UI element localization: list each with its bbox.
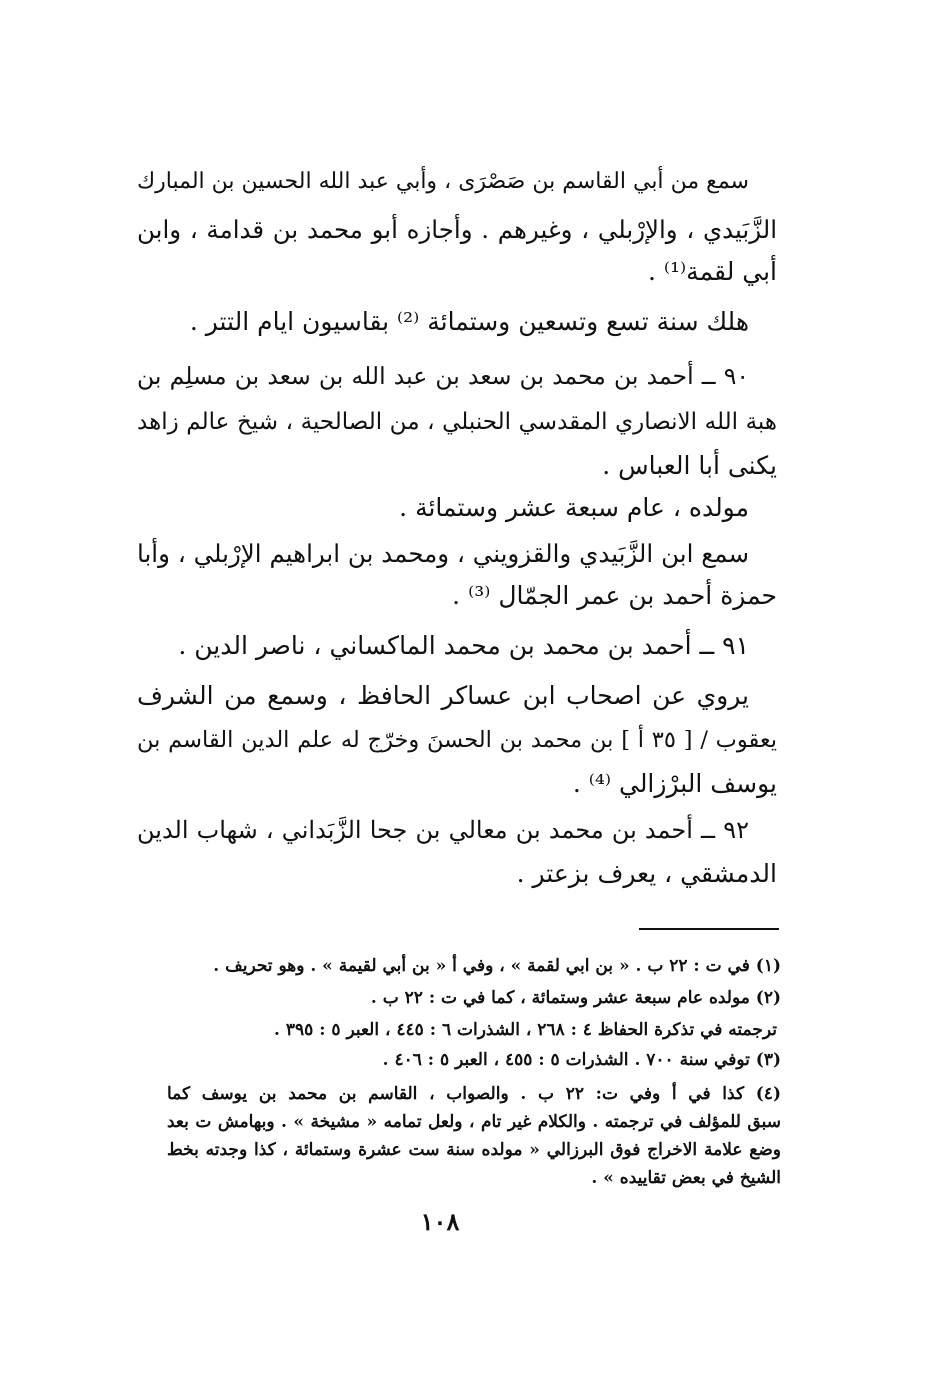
footnote-4-line-3: وضع علامة الاخراج فوق البرزالي « مولده سنة ست عشرة وستمائة ، كذا وجدته بخط	[167, 1140, 781, 1160]
body-line-1: سمع من أبي القاسم بن صَصْرَى ، وأبي عبد الله الحسين بن المبارك	[137, 169, 749, 194]
body-line-16: الدمشقي ، يعرف بزعتر .	[516, 859, 777, 888]
body-line-12: يروي عن اصحاب ابن عساكر الحافظ ، وسمع من الشرف	[137, 681, 749, 710]
entry-91-heading: ٩١ ــ أحمد بن محمد بن محمد الماكساني ، ناصر الدين .	[178, 631, 749, 660]
body-line-9: سمع ابن الزَّبَيدي والقزويني ، ومحمد بن ابراهيم الإرْبلي ، وأبا	[137, 539, 749, 568]
body-line-2: الزَّبَيدي ، والإرْبلي ، وغيرهم . وأجازه أبو محمد بن قدامة ، وابن	[137, 215, 777, 244]
death-line: هلك سنة تسع وتسعين وستمائة ⁽²⁾ بقاسيون ايام التتر .	[189, 307, 749, 336]
footnote-2-cont: ترجمته في تذكرة الحفاظ ٤ : ٢٦٨ ، الشذرات ٦ : ٤٤٥ ، العبر ٥ : ٣٩٥ .	[274, 1020, 777, 1040]
body-line-14: يوسف البرْزالي ⁽⁴⁾ .	[572, 769, 777, 798]
body-line-6: هبة الله الانصاري المقدسي الحنبلي ، من الصالحية ، شيخ عالم زاهد	[137, 409, 777, 435]
body-line-3: أبي لقمة⁽¹⁾ .	[647, 257, 777, 286]
body-line-7: يكنى أبا العباس .	[602, 451, 777, 480]
birth-line: مولده ، عام سبعة عشر وستمائة .	[399, 493, 749, 522]
body-line-10: حمزة أحمد بن عمر الجمّال ⁽³⁾ .	[452, 581, 777, 610]
footnote-3: (٣) توفي سنة ٧٠٠ . الشذرات ٥ : ٤٥٥ ، العبر ٥ : ٤٠٦ .	[382, 1050, 781, 1070]
footnote-4-line-1: (٤) كذا في أ وفي ت: ٢٢ ب . والصواب ، القاسم بن محمد بن يوسف كما	[167, 1084, 781, 1104]
footnote-2: (٢) مولده عام سبعة عشر وستمائة ، كما في ت : ٢٢ ب .	[370, 988, 781, 1008]
body-line-13: يعقوب / [ ٣٥ أ ] بن محمد بن الحسنَ وخرّج له علم الدين القاسم بن	[137, 727, 777, 753]
page-number: ١٠٨	[420, 1207, 460, 1236]
footnote-4-line-4: الشيخ في بعض تقاييده » .	[591, 1168, 781, 1188]
entry-92-heading: ٩٢ ــ أحمد بن محمد بن معالي بن جحا الزَّبَداني ، شهاب الدين	[137, 816, 749, 844]
footnote-1: (١) في ت : ٢٢ ب . « بن ابي لقمة » ، وفي أ « بن أبي لقيمة » . وهو تحريف .	[213, 956, 781, 976]
entry-90-heading: ٩٠ ــ أحمد بن محمد بن سعد بن عبد الله بن سعد بن مسلِم بن	[137, 362, 749, 390]
footnote-4-line-2: سبق للمؤلف في ترجمته . والكلام غير تام ، ولعل تمامه « مشيخة » . وبهامش ت بعد	[167, 1112, 781, 1132]
footnote-separator	[639, 928, 779, 930]
